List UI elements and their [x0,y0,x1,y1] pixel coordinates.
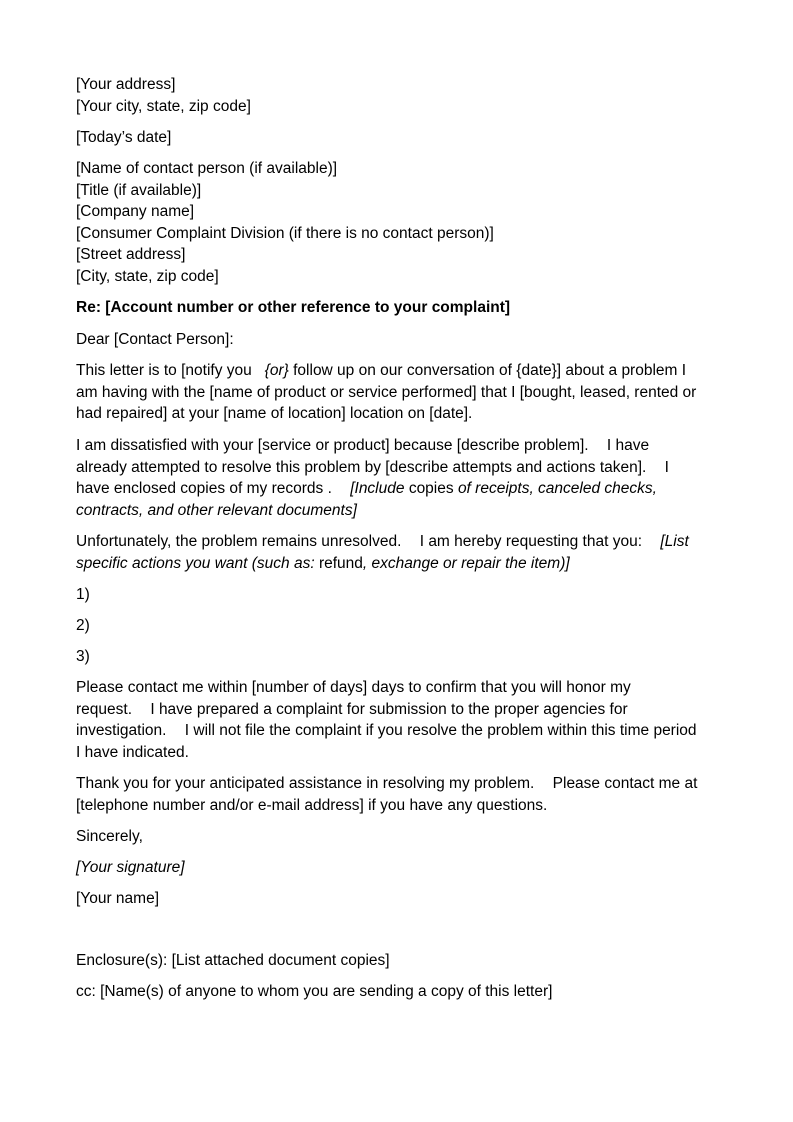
enclosure [76,950,726,972]
para4-text-a: request. [76,700,133,718]
para3-text-c: [List [660,533,689,550]
sender-name-text: [Your name] [76,890,160,907]
paragraph-1 [76,360,726,425]
cc-line [76,981,726,1003]
enclosure-text: Enclosure(s): [List attached document copies] [76,952,390,969]
para3-text-d: specific actions you want (such as: [76,554,315,572]
list-item: 3) [76,648,90,665]
salutation [76,329,726,351]
para4-line3 [76,720,726,742]
signature-text: [Your signature] [76,859,185,876]
closing-text: Sincerely, [76,828,143,845]
para1-text-a: This letter is to [notify you [76,362,252,379]
letter-date [76,127,726,149]
para2-text-g: copies [408,480,454,497]
para4-text-b: I have prepared a complaint for submission to the proper agencies for [150,700,628,718]
sender-city-line: [Your city, state, zip code] [76,97,251,115]
para2-text-h: of receipts, canceled checks, [457,480,657,497]
subject-text: Re: [Account number or other reference to your complaint] [76,299,511,316]
subject-line [76,297,726,319]
para5-line1 [76,773,726,795]
numbered-list-item-3 [76,646,726,668]
numbered-list-item-1 [76,584,726,606]
closing [76,826,726,848]
paragraph-3 [76,531,726,574]
para4-line2 [76,699,726,721]
para5-text-a: Thank you for your anticipated assistance in resolving my problem. [76,775,535,792]
para3-text-b: I am hereby requesting that you: [419,533,643,550]
recipient-city: [City, state, zip code] [76,267,219,285]
paragraph-2 [76,435,726,521]
para2-text-f: [Include [350,480,405,497]
para4-text-c: investigation. [76,722,167,739]
para2-text-a: I am dissatisfied with your [service or product] because [describe problem]. [76,437,589,454]
list-item: 2) [76,617,90,634]
para2-text-b: I have [606,437,650,454]
sender-address [76,74,726,117]
sender-address-line: [Your address] [76,76,176,93]
cc-text: cc: [Name(s) of anyone to whom you are sending a copy of this letter] [76,983,553,1000]
para4-text-d: I will not file the complaint if you resolve the problem within this time period [184,722,697,739]
para1-line2: am having with the [name of product or service performed] that I [bought, leased, rented or [76,383,697,401]
date-text: [Today’s date] [76,129,172,146]
signature [76,857,726,879]
para2-text-d: I [664,458,669,476]
numbered-list-item-2 [76,615,726,637]
recipient-street: [Street address] [76,246,186,263]
para1-line1 [76,360,726,382]
recipient-title: [Title (if available)] [76,181,202,199]
para2-text-e: have enclosed copies of my records . [76,480,332,497]
para3-line2 [76,553,726,575]
para2-line3 [76,478,726,500]
para3-text-a: Unfortunately, the problem remains unresolved. [76,533,402,550]
para5-line2: [telephone number and/or e-mail address] if you have any questions. [76,796,548,814]
para2-text-c: already attempted to resolve this problem by [describe attempts and actions taken]. [76,458,647,476]
para3-text-f: , exchange or repair the item)] [362,554,570,572]
recipient-company: [Company name] [76,203,195,220]
para3-text-e: refund [318,554,363,572]
recipient-division: [Consumer Complaint Division (if there is no contact person)] [76,224,494,242]
list-item: 1) [76,586,90,603]
para5-text-b: Please contact me at [552,775,698,792]
para2-line1 [76,435,726,457]
sender-name [76,888,726,910]
para1-text-c: follow up on our conversation of {date}] about a problem I [293,362,687,379]
recipient-address [76,158,726,287]
para3-line1 [76,531,726,553]
para1-line3: had repaired] at your [name of location] location on [date]. [76,405,473,422]
para2-line4: contracts, and other relevant documents] [76,501,357,519]
paragraph-5 [76,773,726,816]
para2-line2 [76,457,726,479]
paragraph-4 [76,677,726,763]
recipient-contact: [Name of contact person (if available)] [76,160,338,177]
para4-line1: Please contact me within [number of days] days to confirm that you will honor my [76,679,631,696]
para4-line4: I have indicated. [76,743,189,761]
para1-text-b: {or} [264,362,289,379]
salutation-text: Dear [Contact Person]: [76,331,234,348]
